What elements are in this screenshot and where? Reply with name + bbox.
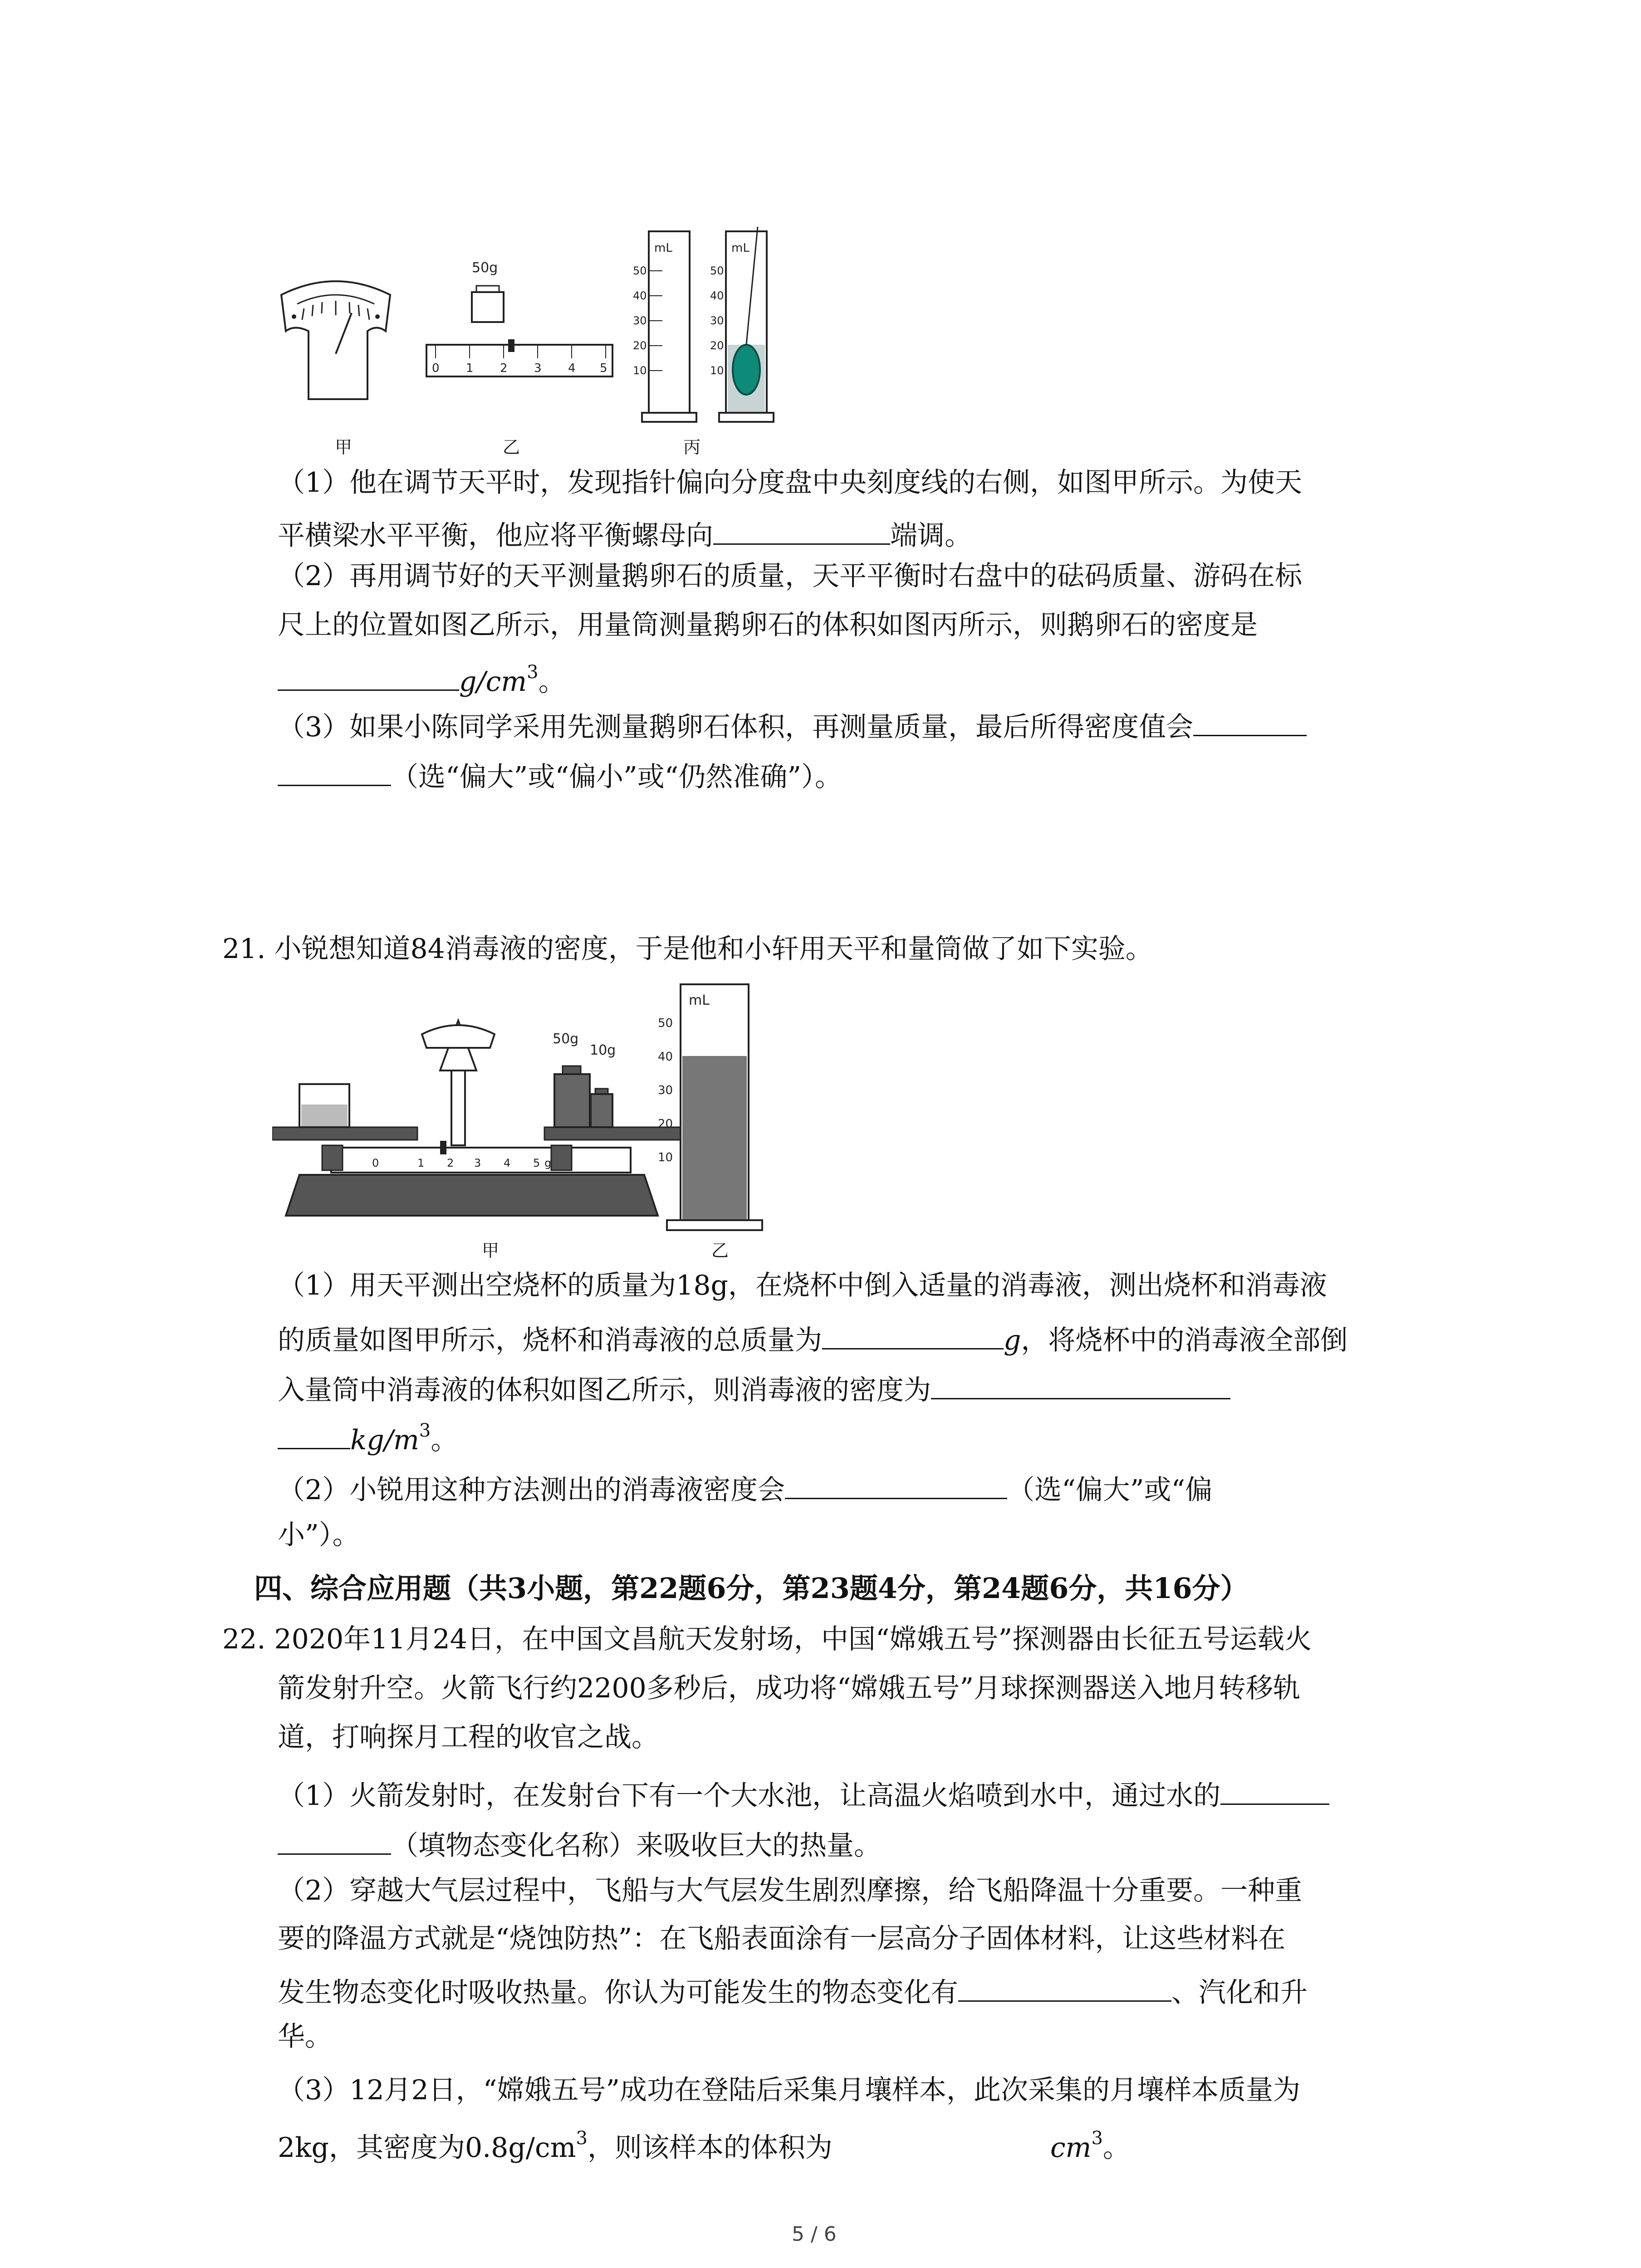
q21-part1-unit: g	[1004, 1325, 1021, 1356]
svg-text:2: 2	[500, 362, 508, 375]
q21-part2-answer-blank[interactable]	[785, 1466, 1007, 1499]
q22-part1-answer-blank-b[interactable]	[278, 1822, 391, 1855]
q20-part3-answer-blank-b[interactable]	[278, 753, 391, 786]
q22-part1-line2	[278, 1822, 881, 1865]
q22-part3-text: 2kg，其密度为0.8g/cm	[278, 2132, 576, 2164]
svg-text:3: 3	[534, 362, 542, 375]
svg-text:40: 40	[633, 289, 647, 302]
svg-text:3: 3	[474, 1157, 481, 1169]
q21-figure	[272, 980, 780, 1252]
q20-part2-line1: （2）再用调节好的天平测量鹅卵石的质量，天平平衡时右盘中的砝码质量、游码在标	[278, 560, 1303, 592]
svg-text:4: 4	[504, 1157, 511, 1169]
q20-part2-line2: 尺上的位置如图乙所示，用量筒测量鹅卵石的体积如图丙所示，则鹅卵石的密度是	[278, 609, 1258, 641]
q20-figure	[272, 218, 817, 463]
svg-text:1: 1	[417, 1157, 425, 1169]
q21-caption-yi: 乙	[711, 1241, 729, 1261]
svg-text:30: 30	[633, 314, 647, 327]
q22-part3-line1: （3）12月2日，“嫦娥五号”成功在登陆后采集月壤样本，此次采集的月壤样本质量为	[278, 2074, 1301, 2106]
q20-part1-answer-blank[interactable]	[713, 512, 890, 545]
q21-part1-line1: （1）用天平测出空烧杯的质量为18g，在烧杯中倒入适量的消毒液，测出烧杯和消毒液	[278, 1270, 1327, 1301]
q20-part1-tail: 端调。	[890, 520, 972, 552]
q20-part2-unit: g/cm	[459, 666, 527, 698]
q22-part2-line1: （2）穿越大气层过程中，飞船与大气层发生剧烈摩擦，给飞船降温十分重要。一种重	[278, 1875, 1303, 1906]
q22-part3-mid: ，则该样本的体积为	[587, 2132, 833, 2164]
svg-text:5: 5	[600, 362, 607, 375]
q22-stem-line3: 道，打响探月工程的收官之战。	[278, 1721, 659, 1753]
q21-part1-line2	[278, 1316, 1347, 1359]
q20-part1-line1: （1）他在调节天平时，发现指针偏向分度盘中央刻度线的右侧，如图甲所示。为使天	[278, 467, 1303, 499]
q20-caption-jia: 甲	[335, 437, 353, 457]
q22-stem-line2: 箭发射升空。火箭飞行约2200多秒后，成功将“嫦娥五号”月球探测器送入地月转移轨	[278, 1672, 1301, 1704]
svg-text:20: 20	[710, 339, 724, 352]
q20-part3-line1	[278, 703, 1307, 746]
svg-text:g: g	[544, 1157, 552, 1169]
svg-text:10: 10	[658, 1151, 673, 1164]
cylinder-diagram	[658, 984, 762, 1230]
q21-part2-line2: 小”）。	[278, 1519, 360, 1551]
q21-part1-unit2: kg/m	[350, 1424, 419, 1456]
q22-part3-unit-exp: 3	[1091, 2128, 1103, 2149]
svg-text:4: 4	[568, 362, 576, 375]
q20-part2-answer-blank[interactable]	[278, 658, 459, 691]
q20-part3-line2	[278, 753, 842, 796]
q21-part1-answer-blank-b[interactable]	[931, 1366, 1230, 1399]
q20-part1-text: 平横梁水平平衡，他应将平衡螺母向	[278, 520, 713, 552]
q21-part1-tail: ，将烧杯中的消毒液全部倒	[1021, 1325, 1348, 1356]
cylinder-unit: mL	[689, 992, 710, 1008]
svg-text:1: 1	[466, 362, 474, 375]
q22-part2-line3	[278, 1969, 1308, 2012]
q22-stem-line1: 22. 2020年11月24日，在中国文昌航天发射场，中国“嫦娥五号”探测器由长征五号运载火	[222, 1623, 1312, 1655]
q21-part1-answer-blank-c[interactable]	[278, 1416, 350, 1449]
q20-part1-line2	[278, 512, 972, 555]
svg-text:mL: mL	[654, 241, 672, 255]
q21-part1-text: 的质量如图甲所示，烧杯和消毒液的总质量为	[278, 1325, 822, 1356]
q21-part2-tail: （选“偏大”或“偏	[1007, 1474, 1213, 1506]
page-number: 5 / 6	[792, 2223, 837, 2246]
weight-ruler-diagram	[426, 260, 612, 376]
q21-part1-tail2: 。	[431, 1424, 458, 1456]
svg-text:10: 10	[633, 364, 647, 377]
q22-part2-line4: 华。	[278, 2021, 332, 2053]
svg-text:2: 2	[447, 1157, 454, 1169]
q22-part2-line2: 要的降温方式就是“烧蚀防热”：在飞船表面涂有一层高分子固体材料，让这些材料在	[278, 1923, 1286, 1955]
q20-part2-tail: 。	[538, 666, 566, 698]
q22-part3-answer-blank[interactable]	[833, 2124, 1050, 2157]
q22-part3-line2	[278, 2124, 1130, 2167]
q22-part2-tail: 、汽化和升	[1171, 1977, 1308, 2009]
svg-text:10: 10	[710, 364, 724, 377]
balance-diagram	[272, 1021, 690, 1216]
svg-text:50: 50	[633, 264, 647, 277]
q21-part2-text: （2）小锐用这种方法测出的消毒液密度会	[278, 1474, 785, 1506]
q21-part1-line3	[278, 1366, 1230, 1409]
svg-text:40: 40	[710, 289, 724, 302]
q20-caption-bing: 丙	[683, 437, 701, 457]
weight-label: 50g	[472, 260, 498, 276]
svg-text:20: 20	[658, 1117, 673, 1131]
weight-10g-label: 10g	[590, 1042, 616, 1058]
svg-text:50: 50	[710, 264, 724, 277]
q22-part3-exp: 3	[576, 2128, 588, 2149]
q20-part3-tail: （选“偏大”或“偏小”或“仍然准确”）。	[391, 761, 843, 793]
svg-text:20: 20	[633, 339, 647, 352]
q22-part2-answer-blank[interactable]	[958, 1969, 1171, 2002]
q20-part3-text: （3）如果小陈同学采用先测量鹅卵石体积，再测量质量，最后所得密度值会	[278, 711, 1194, 743]
q22-part1-tail: （填物态变化名称）来吸收巨大的热量。	[391, 1830, 881, 1862]
q22-part2-text: 发生物态变化时吸收热量。你认为可能发生的物态变化有	[278, 1977, 958, 2009]
q22-part1-text: （1）火箭发射时，在发射台下有一个大水池，让高温火焰喷到水中，通过水的	[278, 1780, 1221, 1812]
q20-part2-line3	[278, 658, 566, 701]
svg-text:mL: mL	[731, 241, 749, 255]
svg-text:5: 5	[533, 1157, 540, 1169]
svg-text:50: 50	[658, 1017, 673, 1030]
section4-heading: 四、综合应用题（共3小题，第22题6分，第23题4分，第24题6分，共16分）	[254, 1572, 1249, 1605]
q21-part1-unit2-exp: 3	[419, 1420, 431, 1441]
q20-caption-yi: 乙	[503, 437, 520, 457]
q22-part3-tail: 。	[1102, 2132, 1130, 2164]
cylinders-diagram	[633, 227, 774, 422]
q21-part1-line4	[278, 1416, 458, 1459]
weight-50g-label: 50g	[553, 1031, 579, 1047]
svg-text:30: 30	[658, 1084, 673, 1097]
q22-part1-answer-blank-a[interactable]	[1220, 1772, 1329, 1805]
q21-stem: 21. 小锐想知道84消毒液的密度，于是他和小轩用天平和量筒做了如下实验。	[222, 933, 1153, 965]
q20-part3-answer-blank-a[interactable]	[1193, 703, 1307, 736]
q21-part1-text3: 入量筒中消毒液的体积如图乙所示，则消毒液的密度为	[278, 1374, 931, 1406]
q21-caption-jia: 甲	[482, 1241, 500, 1261]
q20-part2-unit-exp: 3	[527, 662, 539, 683]
q22-part3-unit: cm	[1050, 2132, 1092, 2164]
q21-part2-line1	[278, 1466, 1212, 1509]
scale-dial-diagram	[281, 281, 390, 399]
q21-part1-answer-blank-a[interactable]	[822, 1316, 1004, 1349]
svg-text:0: 0	[372, 1157, 379, 1169]
q22-part1-line1	[278, 1772, 1329, 1815]
svg-text:30: 30	[710, 314, 724, 327]
svg-text:0: 0	[432, 362, 440, 375]
svg-text:40: 40	[658, 1050, 673, 1064]
